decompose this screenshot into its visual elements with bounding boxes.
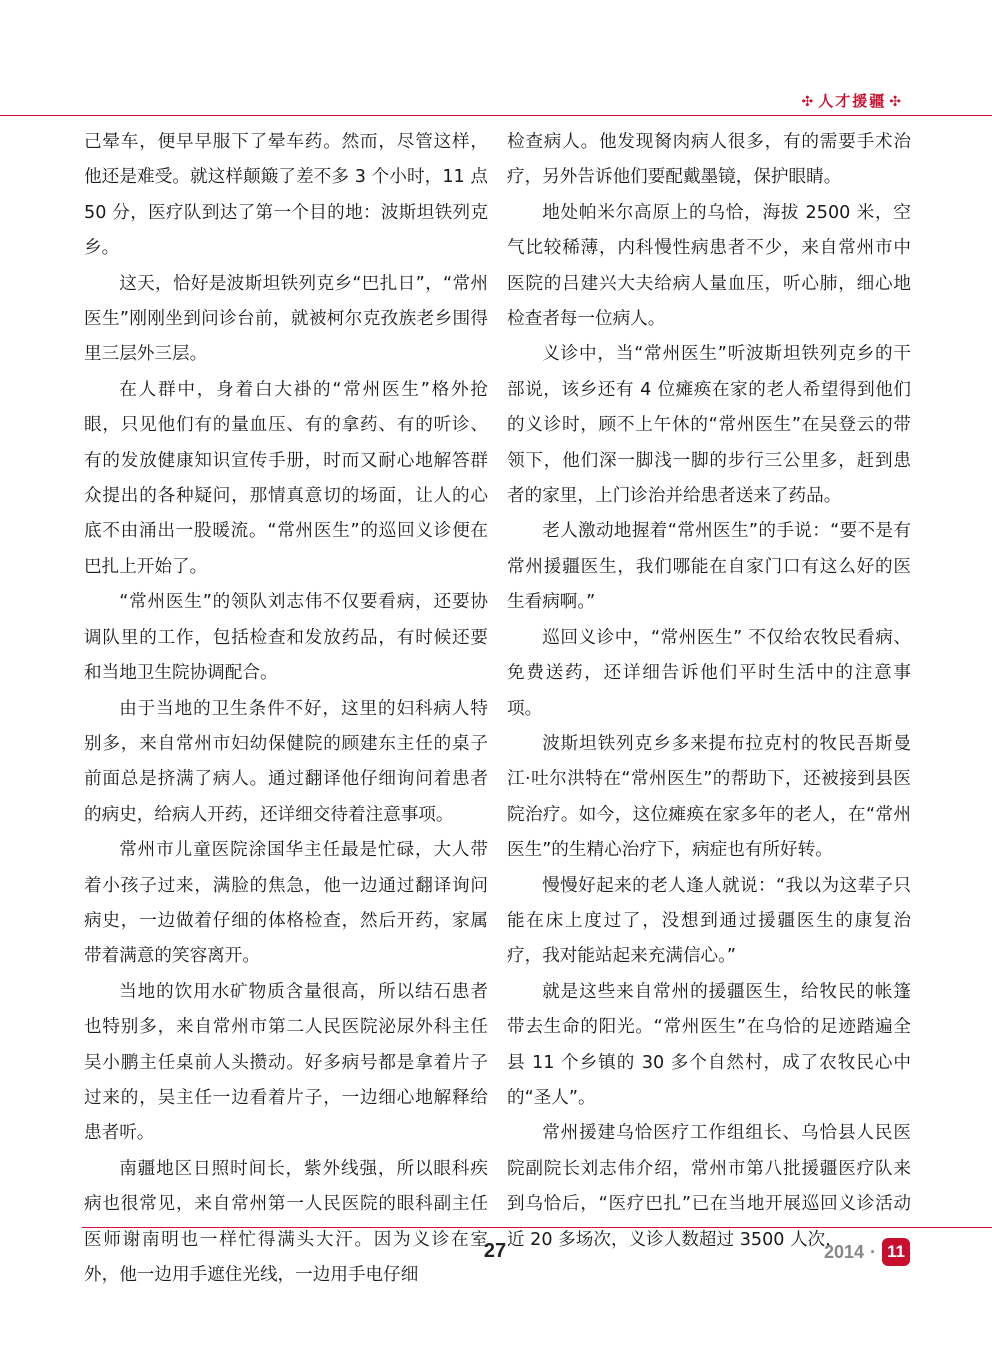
paragraph: 南疆地区日照时间长，紫外线强，所以眼科疾病也很常见，来自常州第一人民医院的眼科副主任医师谢南明也一样忙得满头大汗。因为义诊在室外，他一边用手遮住光线，一边用手电仔细 (84, 1158, 488, 1285)
ornament-left-icon: ✣ (801, 94, 816, 110)
paragraph: 己晕车，便早早服下了晕车药。然而，尽管这样，他还是难受。就这样颠簸了差不多 3 个小时，11 点 50 分，医疗队到达了第一个目的地：波斯坦铁列克乡。 (84, 132, 488, 259)
paragraph: 在人群中，身着白大褂的“常州医生”格外抢眼，只见他们有的量血压、有的拿药、有的听诊、有的发放健康知识宣传手册，时而又耐心地解答群众提出的各种疑问，那情真意切的场面，让人的心底不由涌出一股暖流。“常州医生”的巡回义诊便在巴扎上开始了。 (84, 379, 488, 577)
section-header (799, 90, 906, 111)
paragraph: 就是这些来自常州的援疆医生，给牧民的帐篷带去生命的阳光。“常州医生”在乌恰的足迹踏遍全县 11 个乡镇的 30 多个自然村，成了农牧民心中的“圣人”。 (507, 981, 911, 1108)
issue-label (824, 1238, 910, 1266)
paragraph: 由于当地的卫生条件不好，这里的妇科病人特别多，来自常州市妇幼保健院的顾建东主任的桌子前面总是挤满了病人。通过翻译他仔细询问着患者的病史，给病人开药，还详细交待着注意事项。 (84, 698, 488, 825)
issue-year: 2014 (823, 1241, 864, 1262)
left-column (84, 125, 488, 1293)
paragraph: 地处帕米尔高原上的乌恰，海拔 2500 米，空气比较稀薄，内科慢性病患者不少，来自常州市中医院的吕建兴大夫给病人量血压，听心肺，细心地检查者每一位病人。 (507, 202, 911, 330)
paragraph: 检查病人。他发现胬肉病人很多，有的需要手术治疗，另外告诉他们要配戴墨镜，保护眼睛。 (507, 132, 911, 188)
paragraph: 常州市儿童医院涂国华主任最是忙碌，大人带着小孩子过来，满脸的焦急，他一边通过翻译询问病史，一边做着仔细的体格检查，然后开药，家属带着满意的笑容离开。 (84, 840, 488, 967)
paragraph: 巡回义诊中，“常州医生” 不仅给农牧民看病、免费送药，还详细告诉他们平时生活中的注意事项。 (507, 627, 911, 719)
paragraph: 慢慢好起来的老人逢人就说：“我以为这辈子只能在床上度过了，没想到通过援疆医生的康复治疗，我对能站起来充满信心。” (507, 875, 911, 967)
page-number: 27 (483, 1240, 507, 1262)
paragraph: 老人激动地握着“常州医生”的手说：“要不是有常州援疆医生，我们哪能在自家门口有这么好的医生看病啊。” (507, 521, 911, 613)
right-column (507, 125, 911, 1258)
section-title: 人才援疆 (818, 92, 887, 110)
ornament-right-icon: ✣ (889, 94, 903, 110)
footer-rule (82, 1227, 992, 1228)
paragraph: 这天，恰好是波斯坦铁列克乡“巴扎日”，“常州医生”刚刚坐到问诊台前，就被柯尔克孜族老乡围得里三层外三层。 (84, 273, 488, 365)
paragraph: 波斯坦铁列克乡多来提布拉克村的牧民吾斯曼江·吐尔洪特在“常州医生”的帮助下，还被接到县医院治疗。如今，这位瘫痪在家多年的老人，在“常州医生”的生精心治疗下，病症也有所好转。 (507, 733, 911, 861)
issue-number-badge: 11 (882, 1238, 910, 1266)
paragraph: 义诊中，当“常州医生”听波斯坦铁列克乡的干部说，该乡还有 4 位瘫痪在家的老人希望得到他们的义诊时，顾不上午休的“常州医生”在吴登云的带领下，他们深一脚浅一脚的步行三公里多，赶到患者的家里，上门诊治并给患者送来了药品。 (507, 344, 911, 507)
header-rule (0, 115, 992, 116)
paragraph: 当地的饮用水矿物质含量很高，所以结石患者也特别多，来自常州市第二人民医院泌尿外科主任吴小鹏主任桌前人头攒动。好多病号都是拿着片子过来的，吴主任一边看着片子，一边细心地解释给患者听。 (84, 981, 488, 1144)
issue-separator: · (870, 1241, 876, 1262)
paragraph: 常州援建乌恰医疗工作组组长、乌恰县人民医院副院长刘志伟介绍，常州市第八批援疆医疗队来到乌恰后，“医疗巴扎”已在当地开展巡回义诊活动近 20 多场次，义诊人数超过 3500 人次， (507, 1123, 911, 1250)
paragraph: “常州医生”的领队刘志伟不仅要看病，还要协调队里的工作，包括检查和发放药品，有时候还要和当地卫生院协调配合。 (84, 592, 488, 684)
